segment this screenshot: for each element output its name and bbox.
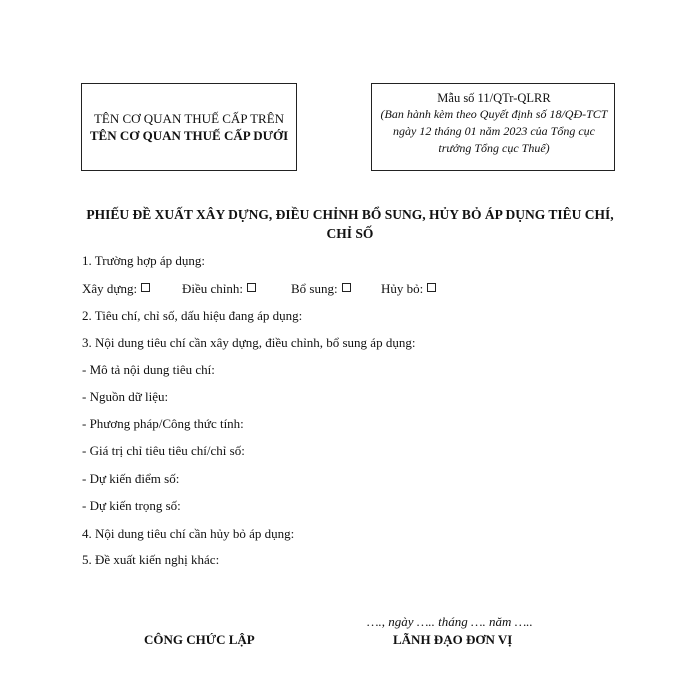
section-2-heading: 2. Tiêu chí, chỉ số, dấu hiệu đang áp dụng: <box>82 308 303 323</box>
checkbox-supplement[interactable] <box>342 283 351 292</box>
option-supplement[interactable]: Bổ sung: <box>291 281 351 297</box>
form-code-box <box>371 83 615 171</box>
section-4-heading: 4. Nội dung tiêu chí cần hủy bỏ áp dụng: <box>82 526 295 541</box>
unit-leader-signer: LÃNH ĐẠO ĐƠN VỊ <box>393 632 513 647</box>
checkbox-adjust[interactable] <box>247 283 256 292</box>
form-legal-note: (Ban hành kèm theo Quyết định số 18/QĐ-TCT ngày 12 tháng 01 năm 2023 của Tổng cục trưởng Tổng cục Thuế) <box>380 107 608 155</box>
checkbox-build[interactable] <box>141 283 150 292</box>
section-1-heading: 1. Trường hợp áp dụng: <box>82 253 206 268</box>
s3-item-data-source: - Nguồn dữ liệu: <box>82 389 169 404</box>
section-3-heading: 3. Nội dung tiêu chí cần xây dựng, điều chỉnh, bổ sung áp dụng: <box>82 335 416 350</box>
option-build[interactable]: Xây dựng: <box>82 281 150 297</box>
option-adjust[interactable]: Điều chỉnh: <box>182 281 256 297</box>
agency-name: TÊN CƠ QUAN THUẾ CẤP DƯỚI <box>89 128 289 143</box>
form-code: Mẫu số 11/QTr-QLRR <box>437 91 551 105</box>
date-line: …., ngày ….. tháng …. năm ….. <box>367 614 533 629</box>
s3-item-method: - Phương pháp/Công thức tính: <box>82 416 244 431</box>
case-options-row <box>82 281 482 297</box>
option-cancel[interactable]: Hủy bỏ: <box>381 281 436 297</box>
prepared-by-signer: CÔNG CHỨC LẬP <box>144 632 255 647</box>
s3-item-weight: - Dự kiến trọng số: <box>82 498 181 513</box>
checkbox-cancel[interactable] <box>427 283 436 292</box>
s3-item-value: - Giá trị chỉ tiêu tiêu chí/chỉ số: <box>82 443 245 458</box>
parent-agency-name: TÊN CƠ QUAN THUẾ CẤP TRÊN <box>93 111 285 126</box>
issuing-agency-box <box>81 83 297 171</box>
s3-item-description: - Mô tả nội dung tiêu chí: <box>82 362 215 377</box>
s3-item-score: - Dự kiến điểm số: <box>82 471 180 486</box>
document-title: PHIẾU ĐỀ XUẤT XÂY DỰNG, ĐIỀU CHỈNH BỔ SUNG, HỦY BỎ ÁP DỤNG TIÊU CHÍ, CHỈ SỐ <box>86 207 614 241</box>
section-5-heading: 5. Đề xuất kiến nghị khác: <box>82 552 220 567</box>
